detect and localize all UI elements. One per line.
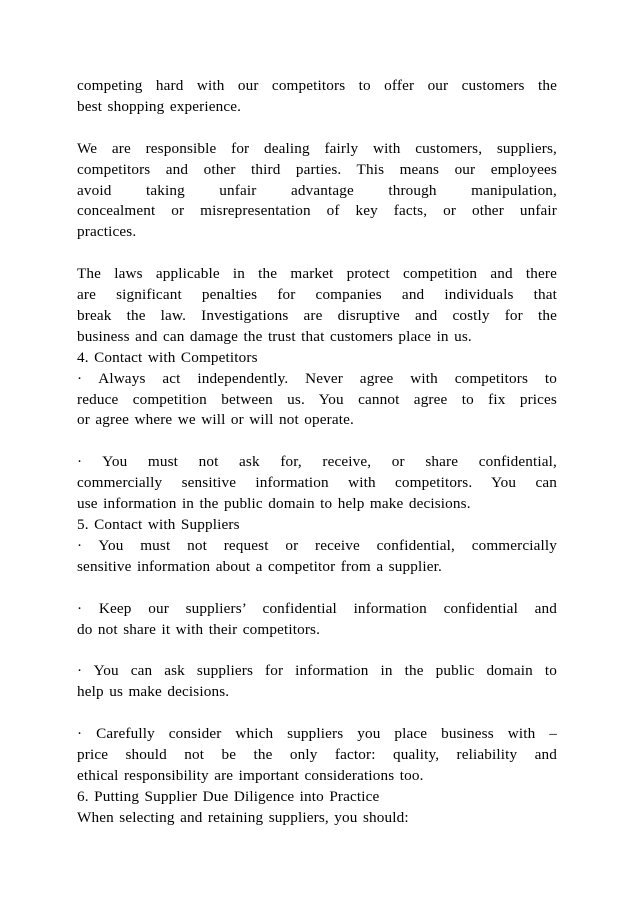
text-line: best shopping experience. [77,97,242,115]
paragraph [77,452,557,515]
text-line: competitors and other third parties. This means our employees [77,160,557,178]
text-line: practices. [77,223,137,241]
text-line: 4. Contact with Competitors [77,348,258,366]
paragraph [77,808,557,829]
text-line: break the law. Investigations are disruptive and costly for the [77,306,557,324]
paragraph [77,536,557,578]
paragraph [77,139,557,244]
text-line: 6. Putting Supplier Due Diligence into Practice [77,787,380,805]
text-line: do not share it with their competitors. [77,620,321,638]
text-line: 5. Contact with Suppliers [77,515,240,533]
text-line: reduce competition between us. You cannot agree to fix prices [77,390,557,408]
text-line: concealment or misrepresentation of key facts, or other unfair [77,202,557,220]
paragraph [77,348,557,369]
text-line: · Carefully consider which suppliers you place business with – [77,725,557,742]
text-line: commercially sensitive information with competitors. You can [77,474,557,492]
text-line: ethical responsibility are important considerations too. [77,766,424,784]
paragraph [77,76,557,118]
text-line: are significant penalties for companies and individuals that [77,286,557,304]
paragraph [77,515,557,536]
text-line: We are responsible for dealing fairly with customers, suppliers, [77,139,557,157]
text-line: · You must not request or receive confidential, commercially [77,536,557,554]
paragraph [77,369,557,432]
text-line: or agree where we will or will not operate. [77,411,354,429]
text-line: sensitive information about a competitor from a supplier. [77,557,442,575]
document-body [77,76,557,829]
text-line: · You can ask suppliers for information in the public domain to [77,662,557,680]
text-line: use information in the public domain to help make decisions. [77,495,471,513]
text-line: price should not be the only factor: quality, reliability and [77,745,557,763]
text-line: · Keep our suppliers’ confidential information confidential and [77,599,557,617]
text-line: · Always act independently. Never agree with competitors to [77,369,557,387]
paragraph [77,264,557,348]
text-line: help us make decisions. [77,683,230,701]
text-line: competing hard with our competitors to offer our customers the [77,77,557,94]
text-line: The laws applicable in the market protect competition and there [77,265,557,283]
text-line: business and can damage the trust that customers place in us. [77,327,472,345]
paragraph [77,724,557,787]
paragraph [77,599,557,641]
text-line: avoid taking unfair advantage through manipulation, [77,181,557,199]
text-line: When selecting and retaining suppliers, you should: [77,808,409,826]
text-line: · You must not ask for, receive, or share confidential, [77,453,557,471]
paragraph [77,787,557,808]
paragraph [77,661,557,703]
